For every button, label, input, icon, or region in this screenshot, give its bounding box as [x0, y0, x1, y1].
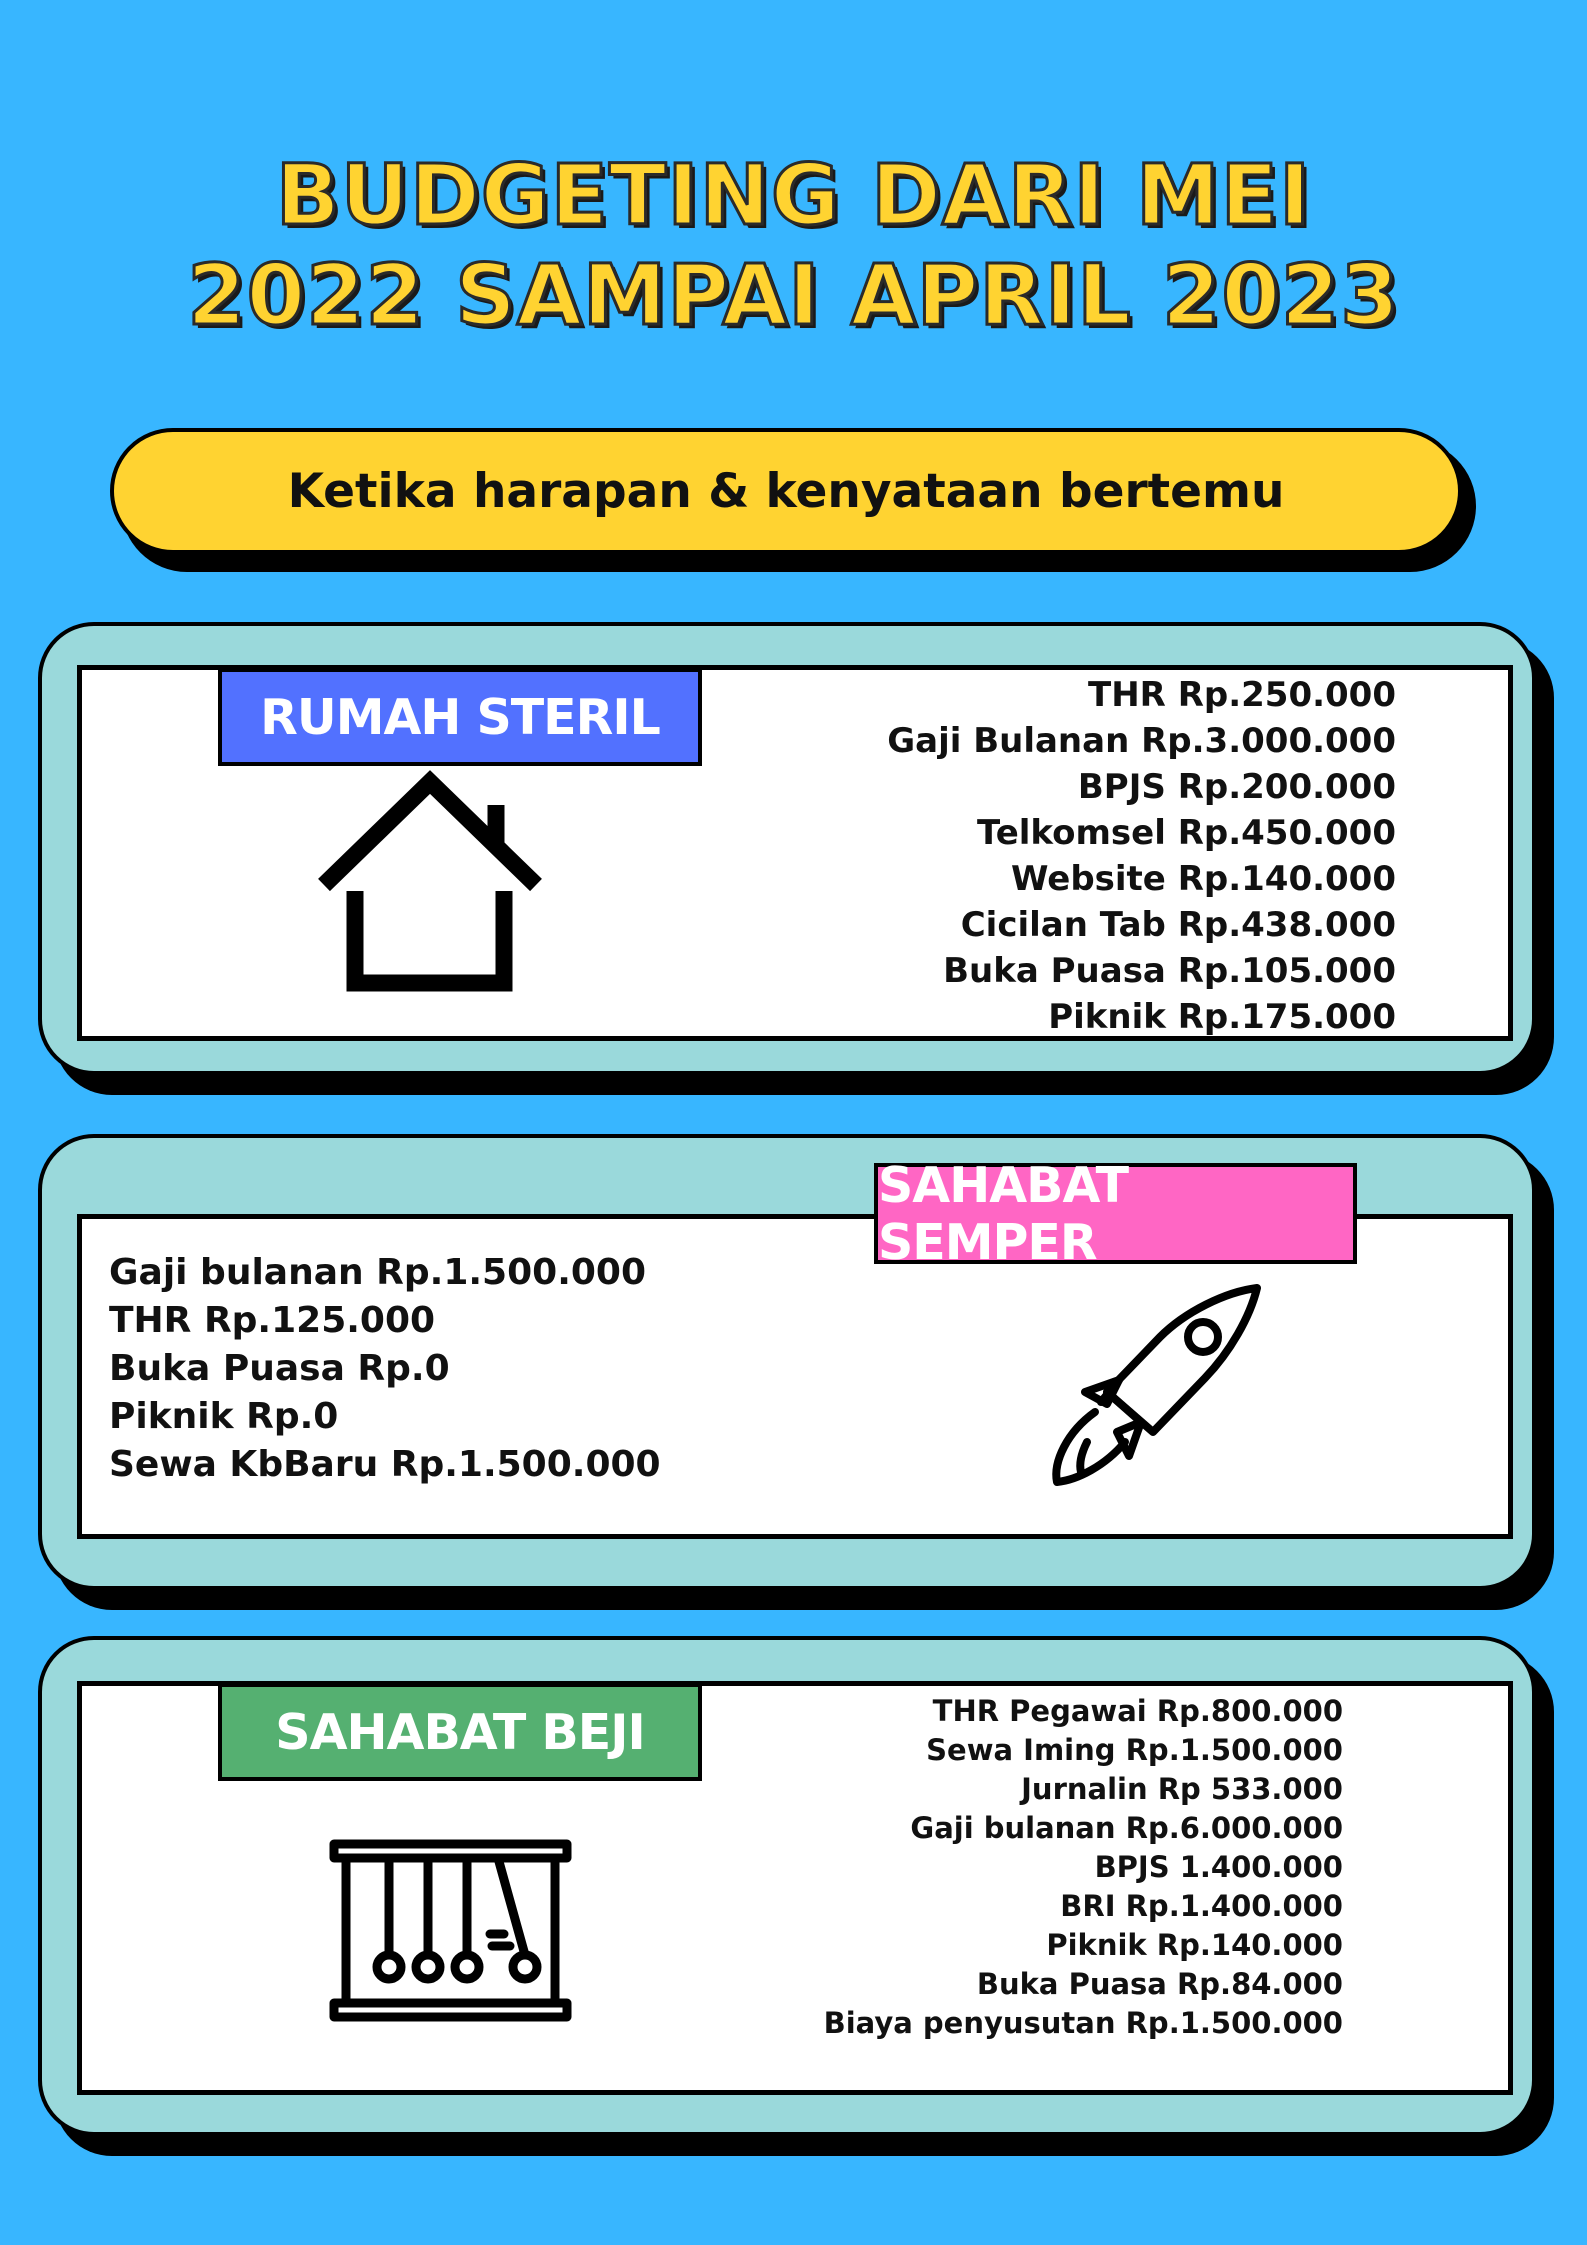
list-item: Buka Puasa Rp.105.000 [943, 951, 1396, 991]
list-item: Gaji bulanan Rp.1.500.000 [109, 1252, 647, 1293]
subtitle-text: Ketika harapan & kenyataan bertemu [287, 463, 1285, 519]
tag-label: RUMAH STERIL [260, 688, 660, 746]
list-item: Gaji Bulanan Rp.3.000.000 [887, 721, 1396, 761]
tag-label: SAHABAT BEJI [275, 1703, 645, 1761]
tag-rumah-steril [218, 668, 702, 766]
tag-sahabat-semper [874, 1156, 1357, 1271]
list-sahabat-semper [109, 1249, 661, 1489]
subtitle-pill [110, 428, 1462, 554]
list-item: BPJS Rp.200.000 [1077, 767, 1396, 807]
list-item: THR Pegawai Rp.800.000 [932, 1694, 1343, 1728]
list-item: Biaya penyusutan Rp.1.500.000 [823, 2006, 1343, 2040]
house-icon [314, 765, 544, 995]
tag-label: SAHABAT SEMPER [878, 1156, 1129, 1271]
list-item: Buka Puasa Rp.84.000 [976, 1967, 1343, 2001]
list-item: Jurnalin Rp 533.000 [1021, 1772, 1343, 1806]
list-item: Telkomsel Rp.450.000 [977, 813, 1396, 853]
list-item: BPJS 1.400.000 [1094, 1850, 1343, 1884]
list-item: Website Rp.140.000 [1010, 859, 1396, 899]
list-item: Piknik Rp.0 [109, 1396, 339, 1437]
list-item: Buka Puasa Rp.0 [109, 1348, 450, 1389]
rocket-icon [1045, 1282, 1270, 1492]
list-item: Piknik Rp.175.000 [1048, 997, 1396, 1037]
list-item: Sewa Iming Rp.1.500.000 [926, 1733, 1343, 1767]
tag-sahabat-beji [218, 1683, 702, 1781]
newtons-cradle-icon [328, 1838, 573, 2023]
list-item: Gaji bulanan Rp.6.000.000 [910, 1811, 1343, 1845]
page-title [0, 145, 1587, 345]
title-line-2: 2022 SAMPAI APRIL 2023 [187, 246, 1400, 344]
list-item: Cicilan Tab Rp.438.000 [960, 905, 1396, 945]
title-line-1: BUDGETING DARI MEI [275, 146, 1312, 244]
list-item: BRI Rp.1.400.000 [1060, 1889, 1343, 1923]
list-item: THR Rp.125.000 [109, 1300, 436, 1341]
list-item: Piknik Rp.140.000 [1046, 1928, 1343, 1962]
list-item: THR Rp.250.000 [1088, 675, 1396, 715]
list-sahabat-beji [824, 1692, 1343, 2043]
list-rumah-steril [887, 672, 1396, 1040]
list-item: Sewa KbBaru Rp.1.500.000 [109, 1444, 661, 1485]
